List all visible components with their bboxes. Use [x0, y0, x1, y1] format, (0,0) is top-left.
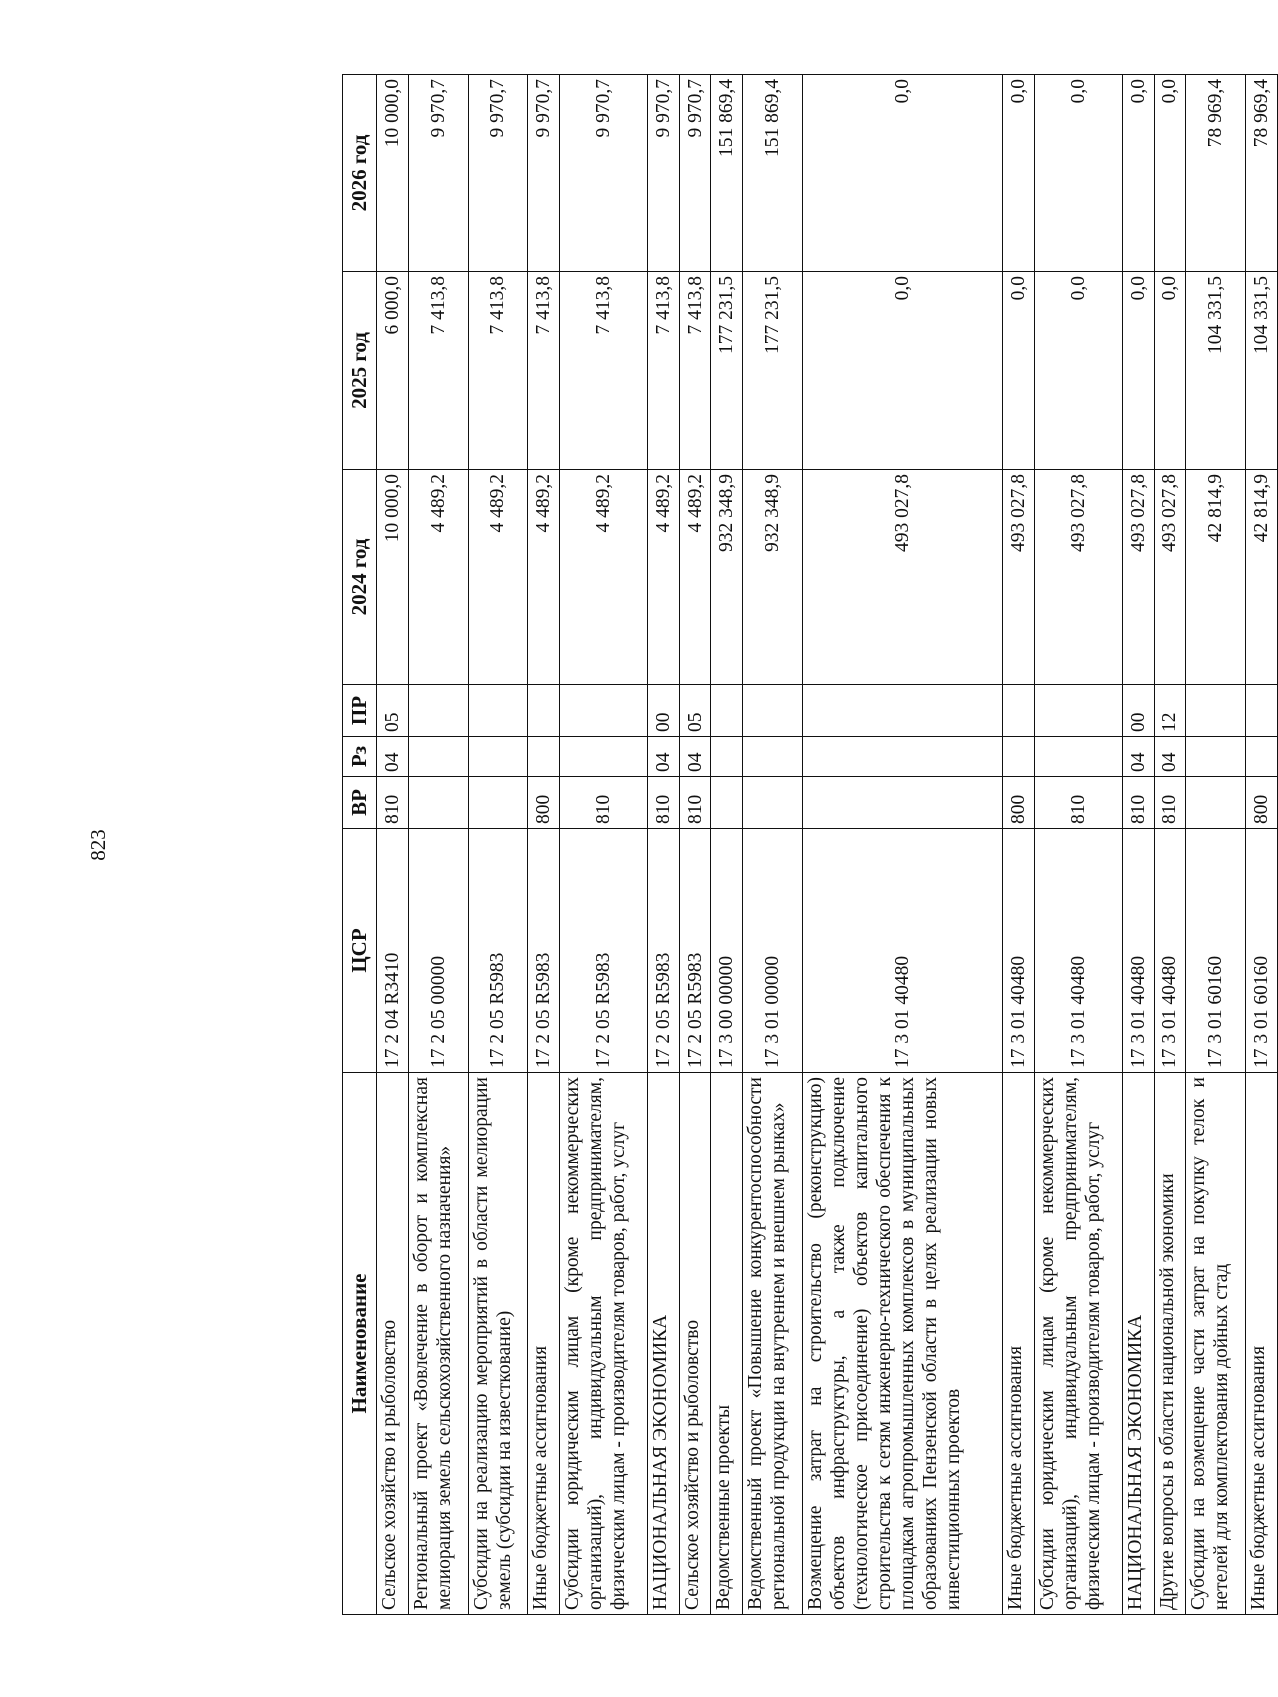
cell-y2026: 9 970,7 — [679, 75, 711, 272]
cell-y2024: 4 489,2 — [647, 470, 679, 685]
cell-y2026: 151 869,4 — [711, 75, 743, 272]
cell-rz — [468, 737, 528, 777]
cell-y2026: 0,0 — [803, 75, 1003, 272]
cell-vr: 810 — [1034, 777, 1122, 829]
cell-y2025: 0,0 — [1154, 272, 1186, 470]
cell-y2025: 7 413,8 — [647, 272, 679, 470]
cell-rz — [560, 737, 648, 777]
cell-y2026: 78 969,4 — [1186, 75, 1246, 272]
cell-y2025: 104 331,5 — [1186, 272, 1246, 470]
cell-name: Субсидии на возмещение части затрат на покупку телок и нетелей для комплектования дойных стад — [1186, 1073, 1246, 1615]
cell-csr: 17 3 01 40480 — [1154, 829, 1186, 1073]
cell-vr — [803, 777, 1003, 829]
cell-rz: 04 — [1122, 737, 1154, 777]
cell-y2024: 493 027,8 — [1034, 470, 1122, 685]
cell-vr: 800 — [528, 777, 560, 829]
cell-pr — [743, 685, 803, 737]
cell-y2024: 4 489,2 — [528, 470, 560, 685]
cell-csr: 17 3 01 60160 — [1186, 829, 1246, 1073]
cell-y2025: 104 331,5 — [1246, 272, 1278, 470]
cell-vr: 800 — [1003, 777, 1035, 829]
cell-name: Иные бюджетные ассигнования — [528, 1073, 560, 1615]
cell-y2025: 7 413,8 — [468, 272, 528, 470]
table-row — [377, 75, 409, 1615]
cell-y2026: 9 970,7 — [408, 75, 468, 272]
cell-y2024: 42 814,9 — [1186, 470, 1246, 685]
cell-rz: 04 — [679, 737, 711, 777]
cell-vr: 810 — [679, 777, 711, 829]
cell-csr: 17 2 05 R5983 — [560, 829, 648, 1073]
cell-y2025: 0,0 — [1122, 272, 1154, 470]
cell-y2025: 7 413,8 — [679, 272, 711, 470]
cell-vr — [468, 777, 528, 829]
cell-csr: 17 2 05 00000 — [408, 829, 468, 1073]
cell-csr: 17 3 01 40480 — [1034, 829, 1122, 1073]
cell-vr — [711, 777, 743, 829]
cell-name: Иные бюджетные ассигнования — [1003, 1073, 1035, 1615]
cell-rz: 04 — [647, 737, 679, 777]
cell-y2026: 9 970,7 — [468, 75, 528, 272]
cell-pr: 05 — [679, 685, 711, 737]
cell-csr: 17 3 01 40480 — [1122, 829, 1154, 1073]
header-pr: ПР — [343, 685, 377, 737]
cell-y2024: 4 489,2 — [560, 470, 648, 685]
table-row — [743, 75, 803, 1615]
header-name: Наименование — [343, 1073, 377, 1615]
cell-y2025: 6 000,0 — [377, 272, 409, 470]
header-year-2025: 2025 год — [343, 272, 377, 470]
cell-csr: 17 2 05 R5983 — [679, 829, 711, 1073]
header-csr: ЦСР — [343, 829, 377, 1073]
cell-pr — [560, 685, 648, 737]
cell-csr: 17 3 01 40480 — [803, 829, 1003, 1073]
header-year-2026: 2026 год — [343, 75, 377, 272]
table-body — [377, 75, 1278, 1615]
cell-vr — [1186, 777, 1246, 829]
page-number: 823 — [86, 829, 110, 861]
cell-rz — [1246, 737, 1278, 777]
cell-rz — [528, 737, 560, 777]
cell-name: Субсидии на реализацию мероприятий в области мелиорации земель (субсидии на известкование) — [468, 1073, 528, 1615]
table-row — [1246, 75, 1278, 1615]
cell-name: Иные бюджетные ассигнования — [1246, 1073, 1278, 1615]
cell-y2024: 10 000,0 — [377, 470, 409, 685]
cell-rz: 04 — [377, 737, 409, 777]
table-row — [560, 75, 648, 1615]
cell-y2026: 9 970,7 — [647, 75, 679, 272]
cell-y2024: 4 489,2 — [408, 470, 468, 685]
cell-vr: 810 — [560, 777, 648, 829]
table-row — [528, 75, 560, 1615]
cell-pr — [1246, 685, 1278, 737]
table-row — [679, 75, 711, 1615]
cell-y2025: 7 413,8 — [560, 272, 648, 470]
cell-y2026: 9 970,7 — [560, 75, 648, 272]
cell-rz: 04 — [1154, 737, 1186, 777]
cell-rz — [743, 737, 803, 777]
cell-rz — [803, 737, 1003, 777]
budget-table-container — [342, 75, 1278, 1615]
cell-y2025: 7 413,8 — [408, 272, 468, 470]
cell-rz — [1003, 737, 1035, 777]
cell-y2025: 0,0 — [1034, 272, 1122, 470]
cell-pr — [1003, 685, 1035, 737]
cell-name: Ведомственные проекты — [711, 1073, 743, 1615]
cell-csr: 17 3 00 00000 — [711, 829, 743, 1073]
header-vr: ВР — [343, 777, 377, 829]
cell-y2024: 493 027,8 — [803, 470, 1003, 685]
budget-table — [342, 74, 1278, 1615]
cell-pr: 00 — [1122, 685, 1154, 737]
cell-pr: 12 — [1154, 685, 1186, 737]
cell-name: Возмещение затрат на строительство (реконструкцию) объектов инфраструктуры, а также подключение (технологическое присоединение) объектов капитального строительства к сетям инженерно-технического обеспечения к площадкам агропромышленных комплексов в муниципальных образованиях Пензенской области в целях реализации новых инвестиционных проектов — [803, 1073, 1003, 1615]
header-rz: Рз — [343, 737, 377, 777]
cell-y2024: 932 348,9 — [743, 470, 803, 685]
cell-csr: 17 3 01 60160 — [1246, 829, 1278, 1073]
table-row — [1034, 75, 1122, 1615]
cell-y2024: 4 489,2 — [679, 470, 711, 685]
header-year-2024: 2024 год — [343, 470, 377, 685]
table-row — [1186, 75, 1246, 1615]
cell-vr — [408, 777, 468, 829]
cell-csr: 17 3 01 00000 — [743, 829, 803, 1073]
cell-vr: 810 — [377, 777, 409, 829]
cell-y2026: 0,0 — [1034, 75, 1122, 272]
cell-pr — [1034, 685, 1122, 737]
cell-name: Региональный проект «Вовлечение в оборот и комплексная мелиорация земель сельскохозяйственного назначения» — [408, 1073, 468, 1615]
cell-pr — [711, 685, 743, 737]
cell-y2026: 10 000,0 — [377, 75, 409, 272]
cell-csr: 17 2 05 R5983 — [528, 829, 560, 1073]
cell-y2024: 493 027,8 — [1154, 470, 1186, 685]
cell-csr: 17 3 01 40480 — [1003, 829, 1035, 1073]
cell-y2026: 151 869,4 — [743, 75, 803, 272]
cell-y2026: 9 970,7 — [528, 75, 560, 272]
cell-y2024: 493 027,8 — [1122, 470, 1154, 685]
cell-y2024: 493 027,8 — [1003, 470, 1035, 685]
cell-pr — [468, 685, 528, 737]
cell-rz — [1186, 737, 1246, 777]
table-row — [1003, 75, 1035, 1615]
cell-name: Субсидии юридическим лицам (кроме некоммерческих организаций), индивидуальным предпринимателям, физическим лицам - производителям товаров, работ, услуг — [1034, 1073, 1122, 1615]
cell-name: НАЦИОНАЛЬНАЯ ЭКОНОМИКА — [647, 1073, 679, 1615]
cell-name: Субсидии юридическим лицам (кроме некоммерческих организаций), индивидуальным предпринимателям, физическим лицам - производителям товаров, работ, услуг — [560, 1073, 648, 1615]
cell-y2024: 4 489,2 — [468, 470, 528, 685]
cell-y2025: 177 231,5 — [743, 272, 803, 470]
cell-vr: 800 — [1246, 777, 1278, 829]
cell-name: Другие вопросы в области национальной экономики — [1154, 1073, 1186, 1615]
cell-pr: 05 — [377, 685, 409, 737]
cell-name: Сельское хозяйство и рыболовство — [377, 1073, 409, 1615]
table-row — [408, 75, 468, 1615]
cell-y2026: 0,0 — [1122, 75, 1154, 272]
cell-pr — [528, 685, 560, 737]
cell-csr: 17 2 05 R5983 — [468, 829, 528, 1073]
cell-y2024: 42 814,9 — [1246, 470, 1278, 685]
cell-vr: 810 — [1154, 777, 1186, 829]
header-row — [343, 75, 377, 1615]
cell-vr: 810 — [1122, 777, 1154, 829]
cell-name: Сельское хозяйство и рыболовство — [679, 1073, 711, 1615]
cell-name: НАЦИОНАЛЬНАЯ ЭКОНОМИКА — [1122, 1073, 1154, 1615]
cell-y2026: 0,0 — [1154, 75, 1186, 272]
cell-y2025: 177 231,5 — [711, 272, 743, 470]
cell-pr: 00 — [647, 685, 679, 737]
table-row — [1154, 75, 1186, 1615]
cell-name: Ведомственный проект «Повышение конкурентоспособности региональной продукции на внутреннем и внешнем рынках» — [743, 1073, 803, 1615]
table-row — [647, 75, 679, 1615]
cell-rz — [408, 737, 468, 777]
cell-y2025: 0,0 — [803, 272, 1003, 470]
cell-y2026: 78 969,4 — [1246, 75, 1278, 272]
cell-csr: 17 2 05 R5983 — [647, 829, 679, 1073]
table-row — [468, 75, 528, 1615]
cell-rz — [711, 737, 743, 777]
cell-vr — [743, 777, 803, 829]
table-row — [803, 75, 1003, 1615]
cell-y2024: 932 348,9 — [711, 470, 743, 685]
table-row — [711, 75, 743, 1615]
cell-pr — [1186, 685, 1246, 737]
table-row — [1122, 75, 1154, 1615]
cell-vr: 810 — [647, 777, 679, 829]
cell-y2026: 0,0 — [1003, 75, 1035, 272]
cell-pr — [408, 685, 468, 737]
cell-pr — [803, 685, 1003, 737]
cell-csr: 17 2 04 R3410 — [377, 829, 409, 1073]
cell-rz — [1034, 737, 1122, 777]
cell-y2025: 7 413,8 — [528, 272, 560, 470]
cell-y2025: 0,0 — [1003, 272, 1035, 470]
